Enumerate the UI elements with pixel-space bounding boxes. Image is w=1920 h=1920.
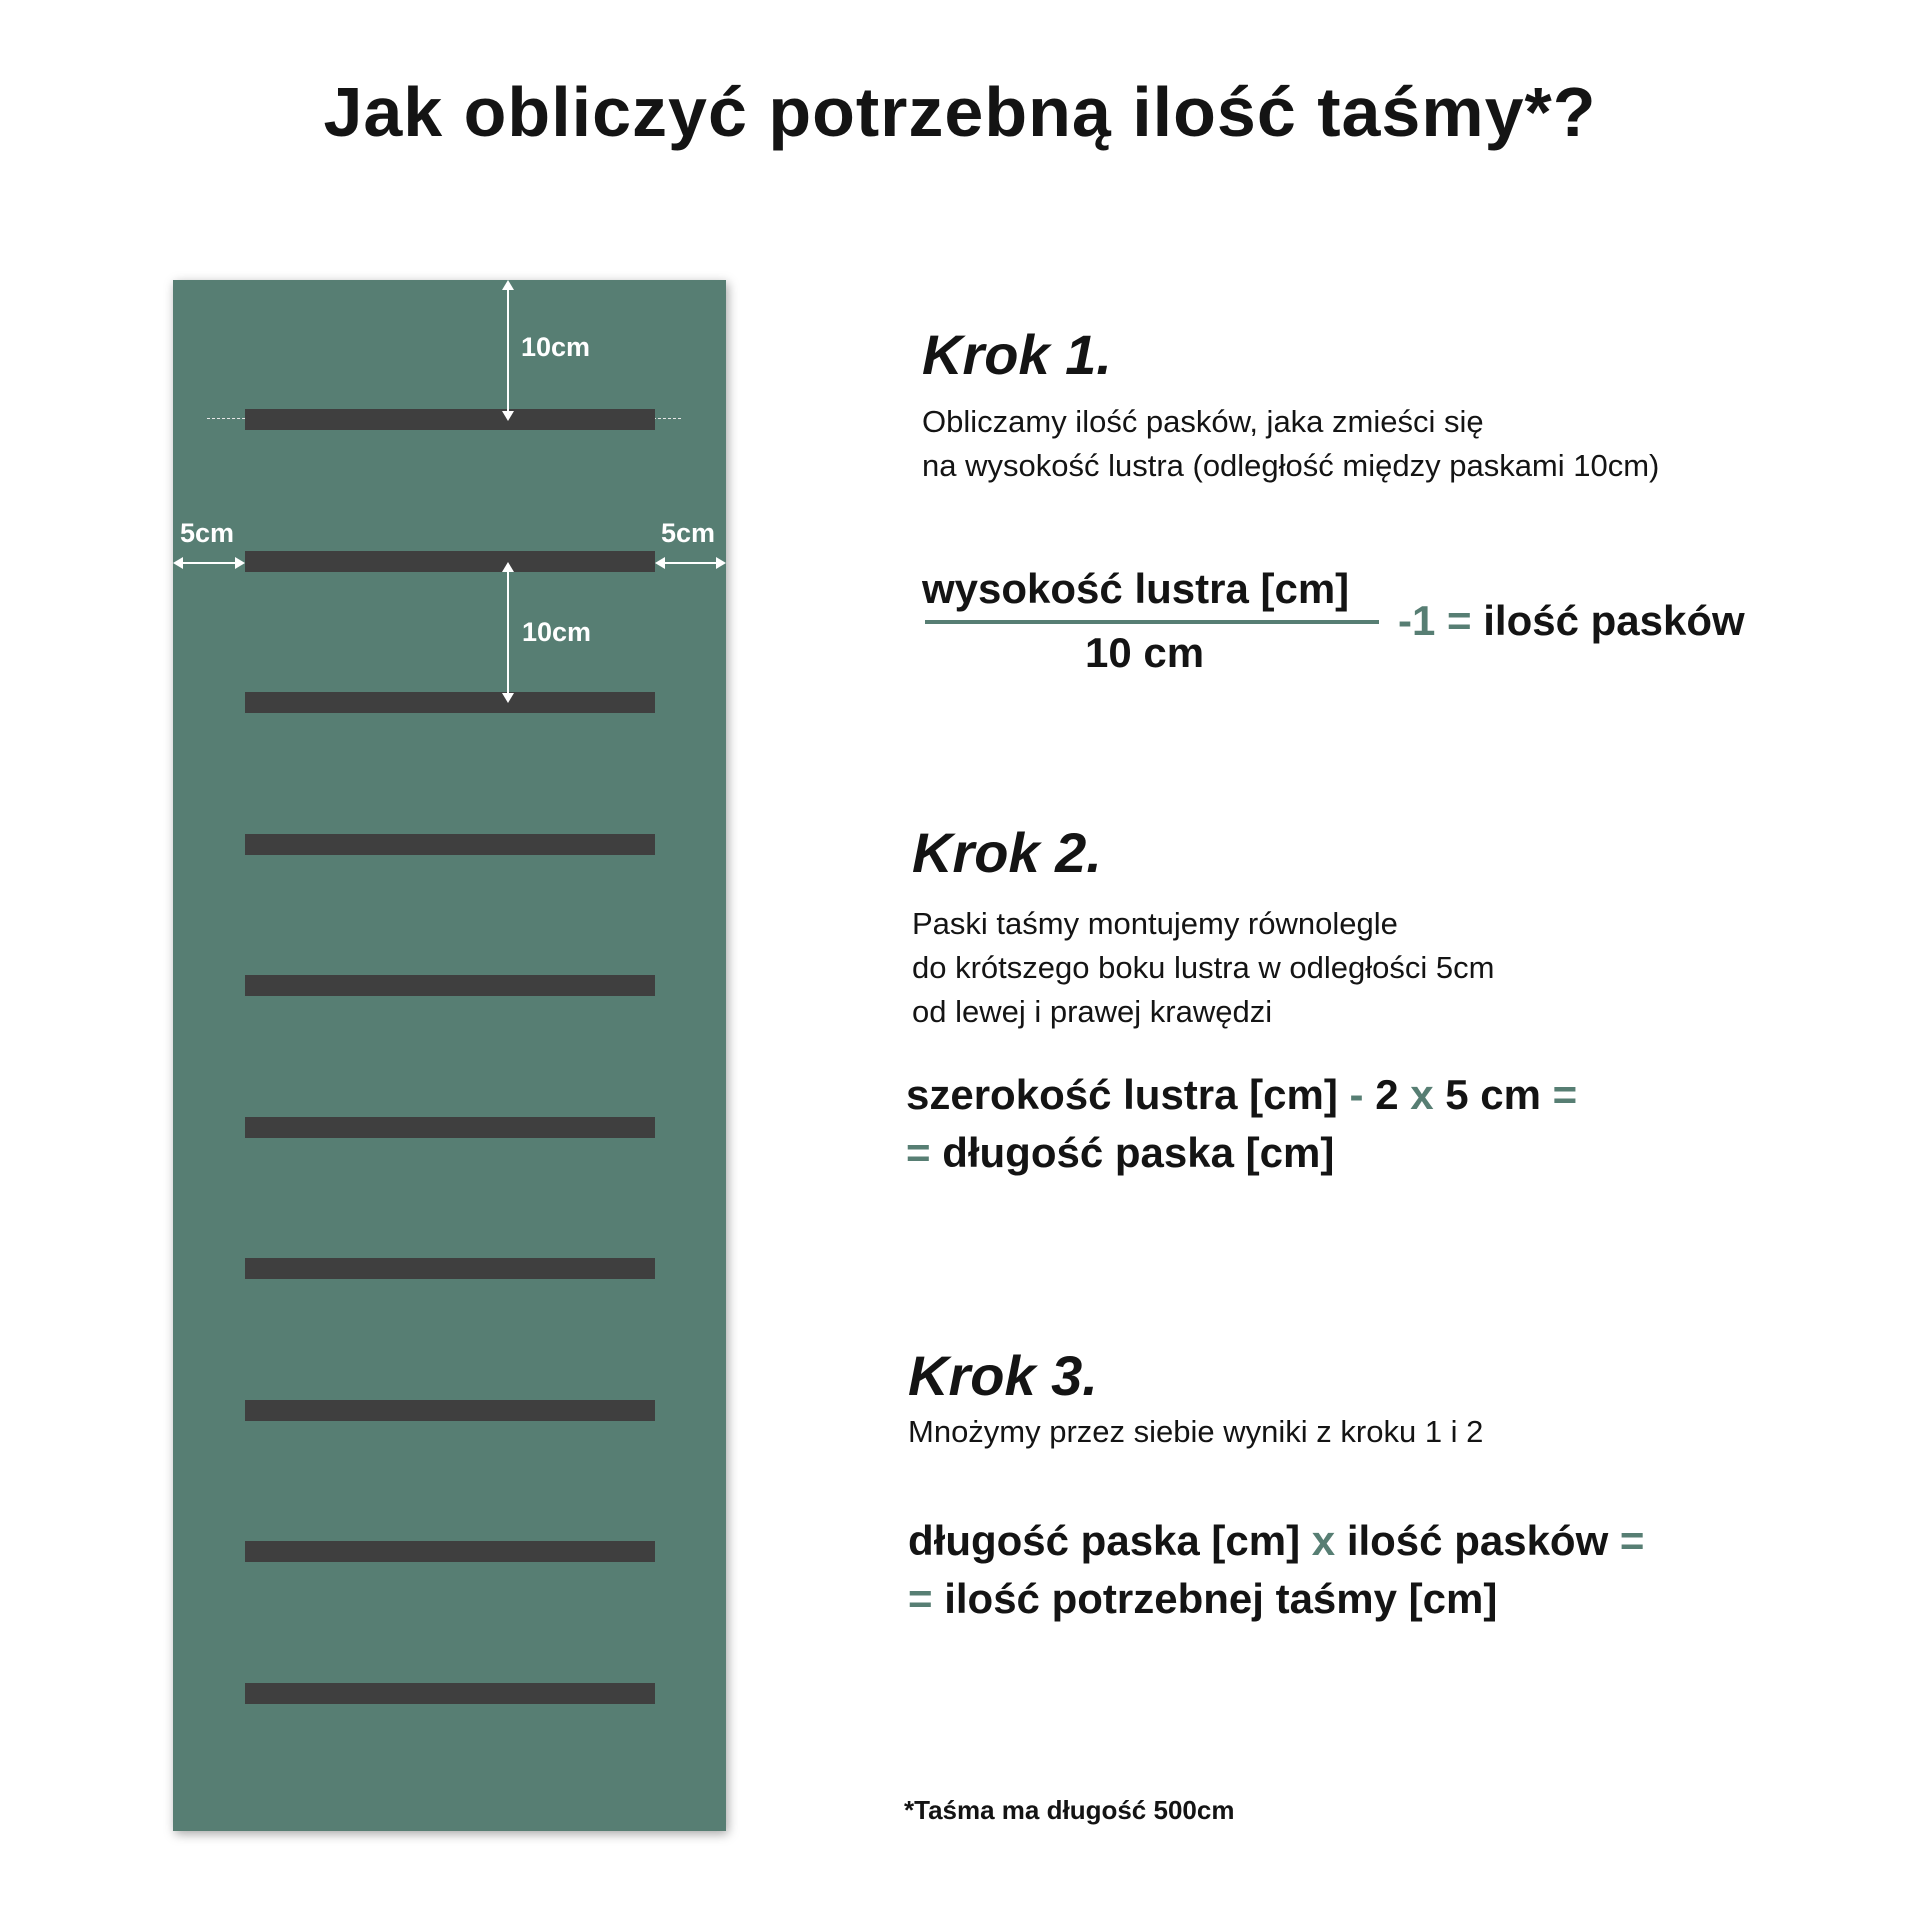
equals-sign: = (1447, 597, 1472, 644)
tape-strip (245, 1117, 655, 1138)
step3-formula (908, 1512, 1644, 1628)
times-sign: x (1410, 1071, 1434, 1118)
minus-sign: - (1349, 1071, 1364, 1118)
step1-result: ilość pasków (1483, 597, 1745, 644)
step3-heading: Krok 3. (908, 1344, 1098, 1407)
step3-formula-line1 (908, 1512, 1644, 1570)
step1-description (922, 400, 1659, 488)
right-margin-arrow (657, 562, 724, 564)
step1-desc-line: na wysokość lustra (odległość między paskami 10cm) (922, 448, 1660, 483)
tape-strip (245, 1400, 655, 1421)
footnote: *Taśma ma długość 500cm (904, 1795, 1235, 1825)
step2-desc-line: od lewej i prawej krawędzi (912, 994, 1273, 1029)
minus-one: -1 (1398, 597, 1436, 644)
equals-sign: = (908, 1575, 933, 1622)
middle-spacing-label: 10cm (522, 617, 592, 647)
step3-desc-line: Mnożymy przez siebie wyniki z kroku 1 i 2 (908, 1414, 1484, 1449)
step2-factor1: 2 (1375, 1071, 1399, 1118)
page-title: Jak obliczyć potrzebną ilość taśmy*? (323, 73, 1597, 151)
tape-strip (245, 975, 655, 996)
step2-formula-line1 (906, 1066, 1577, 1124)
step3-term1: długość paska [cm] (908, 1517, 1301, 1564)
equals-sign: = (1552, 1071, 1578, 1118)
step3-formula-line2 (908, 1570, 1644, 1628)
tape-strip (245, 834, 655, 855)
tape-strip (245, 1541, 655, 1562)
top-spacing-arrow (507, 282, 509, 419)
step1-desc-line: Obliczamy ilość pasków, jaka zmieści się (922, 404, 1484, 439)
step1-denominator: 10 cm (1085, 629, 1205, 676)
step1-heading: Krok 1. (922, 323, 1112, 386)
left-margin-label: 5cm (180, 518, 235, 548)
step3-result: ilość potrzebnej taśmy [cm] (944, 1575, 1498, 1622)
middle-spacing-arrow (507, 564, 509, 701)
step1-result-line (1398, 592, 1745, 650)
right-margin-label: 5cm (661, 518, 716, 548)
left-margin-arrow (175, 562, 243, 564)
step2-desc-line: do krótszego boku lustra w odległości 5cm (912, 950, 1495, 985)
step2-heading: Krok 2. (912, 821, 1102, 884)
tape-strip (245, 1258, 655, 1279)
step3-term2: ilość pasków (1346, 1517, 1609, 1564)
tape-strip (245, 551, 655, 572)
equals-sign: = (1619, 1517, 1645, 1564)
top-spacing-label: 10cm (521, 332, 591, 362)
tape-strip (245, 1683, 655, 1704)
step2-term1: szerokość lustra [cm] (906, 1071, 1338, 1118)
times-sign: x (1311, 1517, 1336, 1564)
tape-strip (245, 409, 655, 430)
step2-formula (906, 1066, 1577, 1182)
tape-strip (245, 692, 655, 713)
step2-factor2: 5 cm (1445, 1071, 1541, 1118)
step2-formula-line2 (906, 1124, 1577, 1182)
equals-sign: = (906, 1129, 931, 1176)
step2-result: długość paska [cm] (942, 1129, 1335, 1176)
step2-desc-line: Paski taśmy montujemy równolegle (912, 906, 1398, 941)
step2-description (912, 902, 1494, 1034)
mirror-diagram (173, 280, 726, 1831)
step3-description (908, 1410, 1483, 1454)
step1-numerator: wysokość lustra [cm] (922, 565, 1350, 612)
